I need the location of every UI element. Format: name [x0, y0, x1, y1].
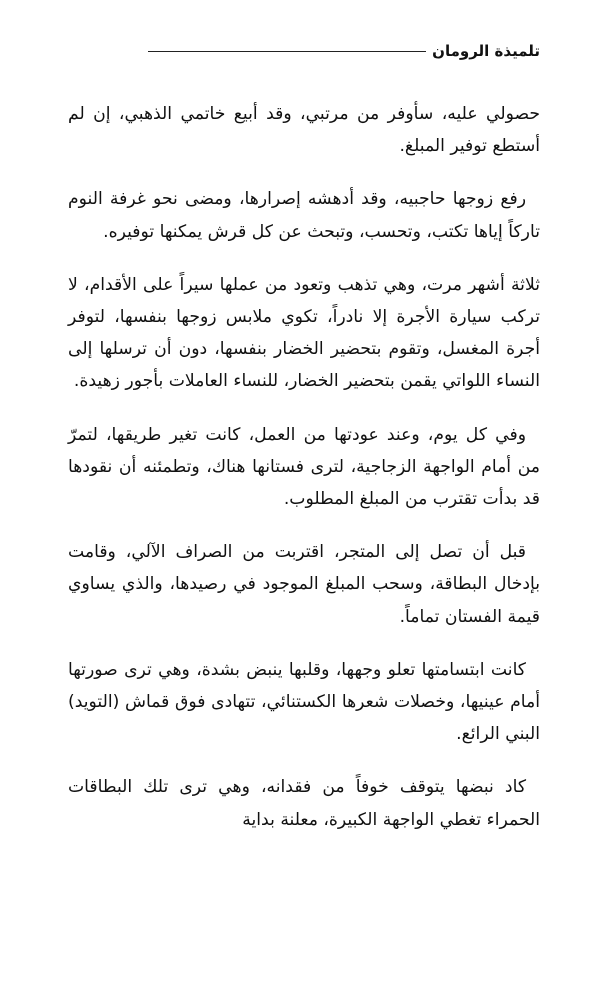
paragraph-7: كاد نبضها يتوقف خوفاً من فقدانه، وهي ترى تلك البطاقات الحمراء تغطي الواجهة الكبيرة، معلنة بداية	[68, 777, 540, 830]
paragraph-2: رفع زوجها حاجبيه، وقد أدهشه إصرارها، ومضى نحو غرفة النوم تاركاً إياها تكتب، وتحسب، وتبحث عن كل قرش يمكنها توفيره.	[68, 189, 540, 242]
paragraph-3: ثلاثة أشهر مرت، وهي تذهب وتعود من عملها سيراً على الأقدام، لا تركب سيارة الأجرة إلا نادراً، تكوي ملابس زوجها بنفسها، لتوفر أجرة المغسل، وتقوم بتحضير الخضار بنفسها، دون أن ترسلها إلى النساء اللواتي يقمن بتحضير الخضار، للنساء العاملات بأجور زهيدة.	[68, 274, 540, 392]
body-text	[68, 98, 540, 857]
paragraph-6: كانت ابتسامتها تعلو وجهها، وقلبها ينبض بشدة، وهي ترى صورتها أمام عينيها، وخصلات شعرها الكستنائي، تتهادى فوق قماش (التويد) البني الرائع.	[68, 659, 540, 745]
paragraph-5: قبل أن تصل إلى المتجر، اقتربت من الصراف الآلي، وقامت بإدخال البطاقة، وسحب المبلغ الموجود في رصيدها، والذي يساوي قيمة الفستان تماماً.	[68, 542, 540, 627]
header-rule	[148, 51, 426, 52]
paragraph-4: وفي كل يوم، وعند عودتها من العمل، كانت تغير طريقها، لتمرّ من أمام الواجهة الزجاجية، لترى فستانها هناك، وتطمئنه أن نقودها قد بدأت تقترب من المبلغ المطلوب.	[68, 424, 540, 510]
book-title: تلميذة الرومان	[432, 42, 540, 60]
paragraph-1: حصولي عليه، سأوفر من مرتبي، وقد أبيع خاتمي الذهبي، إن لم أستطع توفير المبلغ.	[68, 104, 540, 157]
running-header	[68, 36, 540, 66]
